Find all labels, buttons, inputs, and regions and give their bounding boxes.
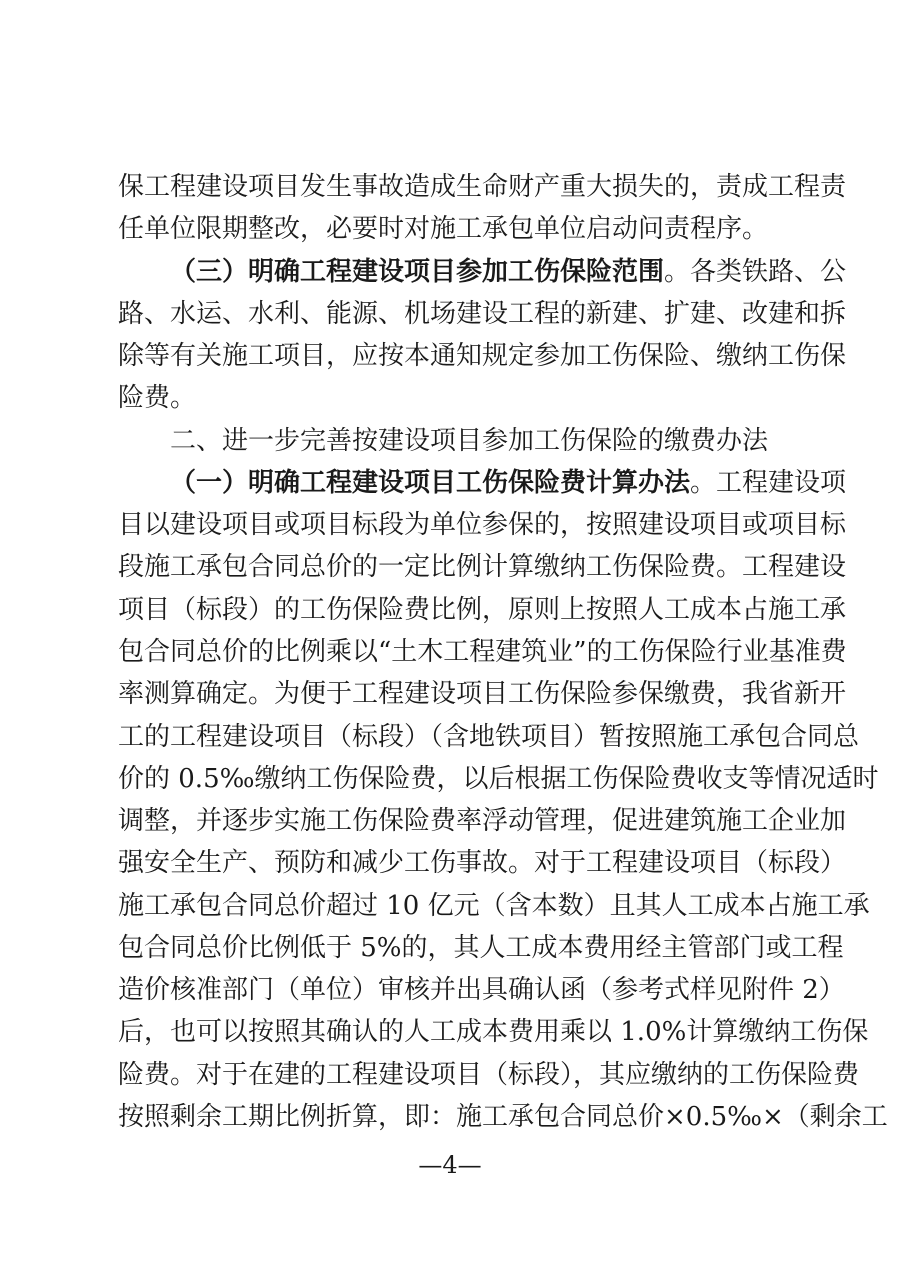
text-line: 段施工承包合同总价的一定比例计算缴纳工伤保险费。工程建设 [118, 552, 847, 582]
text-line: 目以建设项目或项目标段为单位参保的，按照建设项目或项目标 [118, 510, 847, 540]
text-line: 路、水运、水利、能源、机场建设工程的新建、扩建、改建和拆 [118, 299, 847, 329]
section-lead-bold: （三）明确工程建设项目参加工伤保险范围 [170, 257, 665, 287]
text-line: 调整，并逐步实施工伤保险费率浮动管理，促进建筑施工企业加 [118, 806, 847, 836]
text-line: 后，也可以按照其确认的人工成本费用乘以 1.0%计算缴纳工伤保 [118, 1017, 869, 1047]
page-number: —4— [418, 1151, 482, 1179]
text-line: 工的工程建设项目（标段）（含地铁项目）暂按照施工承包合同总 [118, 722, 860, 752]
text-line: 除等有关施工项目，应按本通知规定参加工伤保险、缴纳工伤保 [118, 341, 847, 371]
section-lead-rest: 。各类铁路、公 [664, 257, 847, 287]
text-line: 险费。对于在建的工程建设项目（标段），其应缴纳的工伤保险费 [118, 1060, 860, 1090]
text-line: 施工承包合同总价超过 10 亿元（含本数）且其人工成本占施工承 [118, 891, 870, 921]
section-heading: 二、进一步完善按建设项目参加工伤保险的缴费办法 [170, 426, 769, 456]
section-lead-rest: 。工程建设项 [690, 468, 847, 498]
text-line: 保工程建设项目发生事故造成生命财产重大损失的，责成工程责 [118, 172, 847, 202]
text-line: 任单位限期整改，必要时对施工承包单位启动问责程序。 [118, 214, 769, 244]
text-line: 率测算确定。为便于工程建设项目工伤保险参保缴费，我省新开 [118, 679, 847, 709]
text-line: 造价核准部门（单位）审核并出具确认函（参考式样见附件 2） [118, 975, 845, 1005]
paragraph-lead-line [170, 466, 847, 500]
text-line: 按照剩余工期比例折算，即：施工承包合同总价×0.5‰×（剩余工 [118, 1102, 888, 1132]
text-line: 包合同总价比例低于 5%的，其人工成本费用经主管部门或工程 [118, 933, 844, 963]
paragraph-lead-line [170, 255, 847, 289]
text-line: 项目（标段）的工伤保险费比例，原则上按照人工成本占施工承 [118, 595, 847, 625]
text-line: 价的 0.5‰缴纳工伤保险费，以后根据工伤保险费收支等情况适时 [118, 764, 879, 794]
text-line: 强安全生产、预防和减少工伤事故。对于工程建设项目（标段） [118, 848, 847, 878]
text-line: 包合同总价的比例乘以“土木工程建筑业”的工伤保险行业基准费 [118, 637, 847, 667]
section-lead-bold: （一）明确工程建设项目工伤保险费计算办法 [170, 468, 691, 498]
text-line: 险费。 [118, 383, 197, 413]
